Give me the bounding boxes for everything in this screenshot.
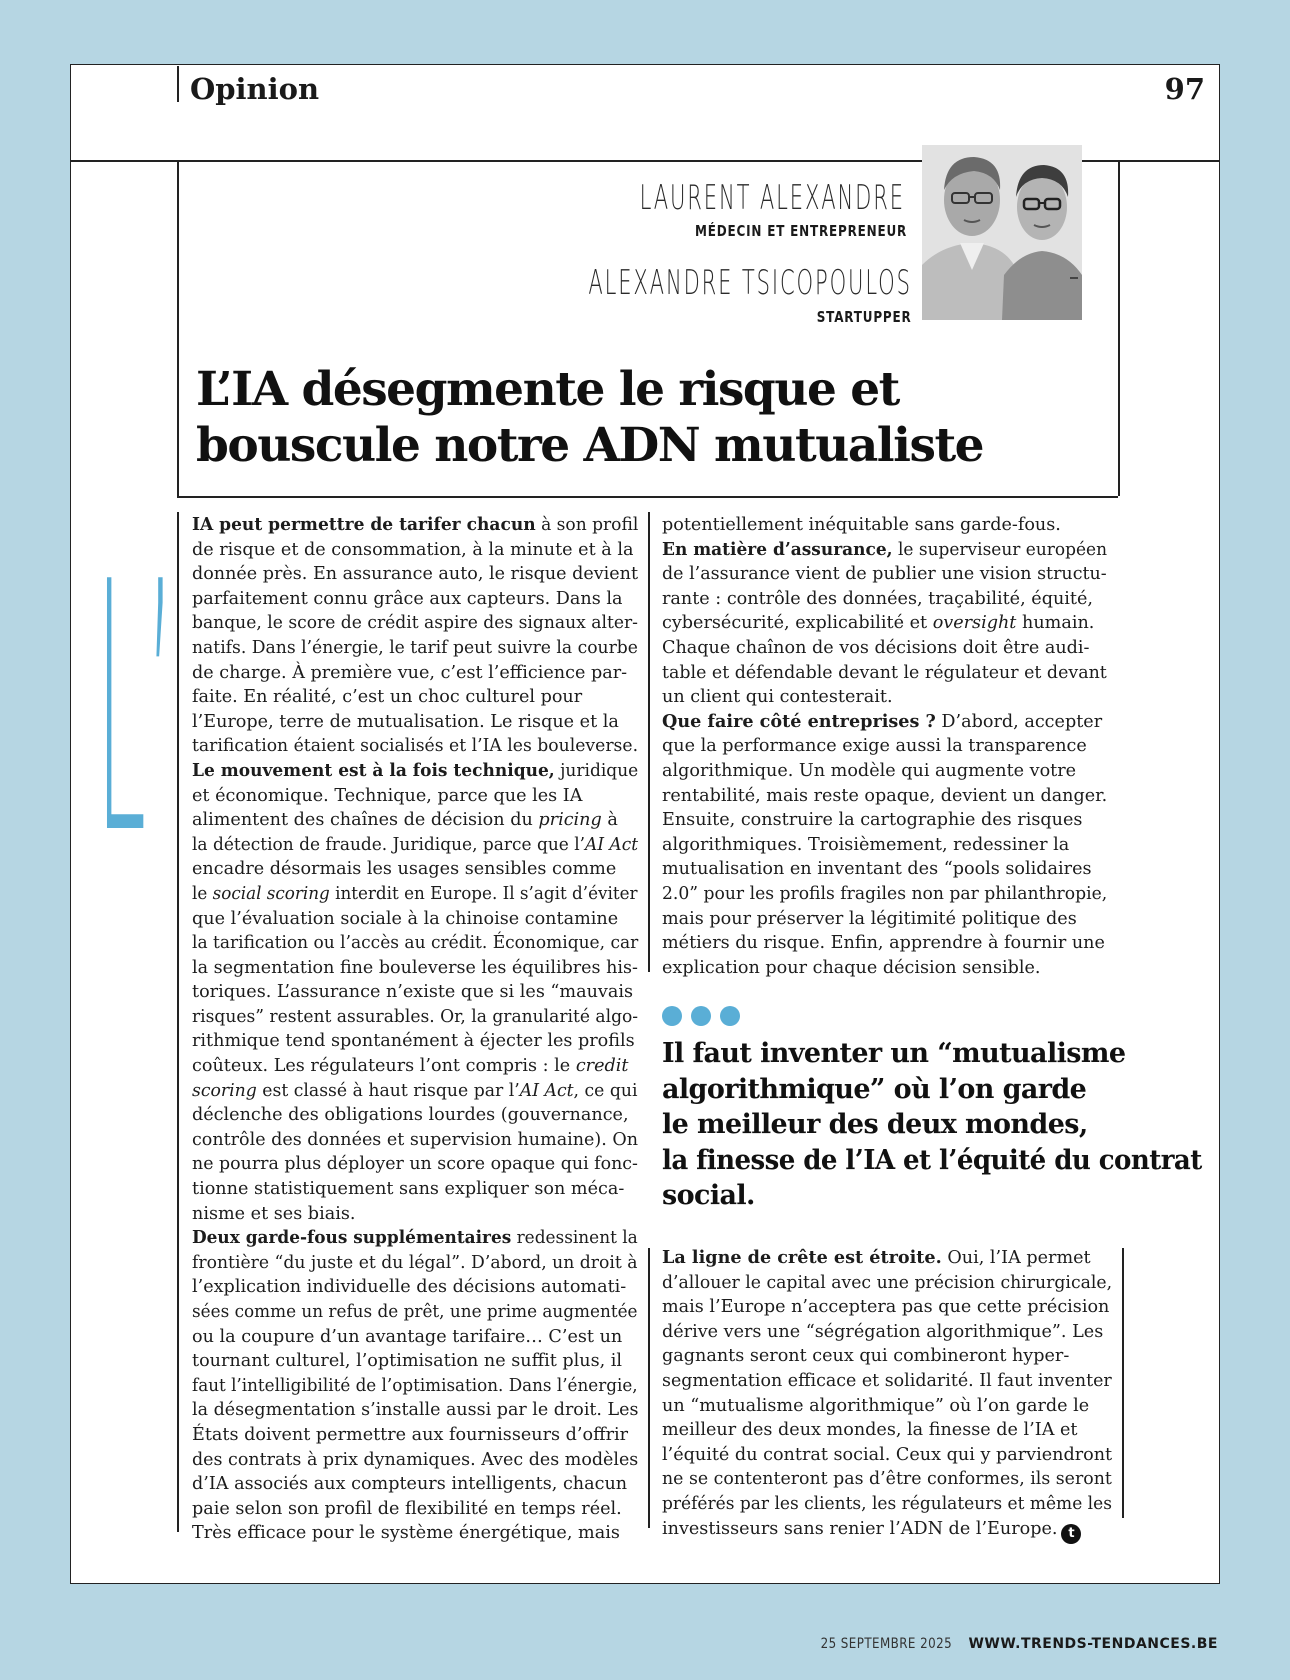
text-line xyxy=(662,587,1107,612)
text-run: toriques. L’assurance n’existe que si les “mauvais xyxy=(192,982,634,1003)
text-run: de charge. À première vue, c’est l’efficience par- xyxy=(192,662,628,683)
text-line xyxy=(192,1202,638,1227)
text-run: rithmique tend spontanément à éjecter les profils xyxy=(192,1031,635,1052)
text-run: l’équité du contrat social. Ceux qui y parviendront xyxy=(662,1444,1113,1465)
text-line xyxy=(662,710,1107,735)
text-run: à son profil xyxy=(535,515,639,535)
text-line xyxy=(662,1246,1112,1271)
dot-icon xyxy=(720,1006,740,1026)
text-line xyxy=(192,808,638,833)
lead-in-bold: Deux garde-fous supplémentaires xyxy=(192,1227,512,1249)
col2b-rule-right xyxy=(1122,1248,1124,1518)
text-line xyxy=(192,1398,639,1423)
text-line xyxy=(192,661,638,686)
text-run: rentabilité, mais reste opaque, devient un danger. xyxy=(662,785,1108,806)
text-run: D’abord, accepter xyxy=(935,711,1103,732)
text-line xyxy=(192,931,639,956)
italic-term: credit xyxy=(575,1056,629,1077)
text-line xyxy=(192,1423,638,1448)
text-run: tarification étaient socialisés et l’IA les bouleverse. xyxy=(192,736,639,757)
text-run: alimentent des chaînes de décision du xyxy=(192,810,539,831)
text-run: l’explication individuelle des décisions automati- xyxy=(192,1277,627,1298)
text-run: mais pour préserver la légitimité politique des xyxy=(662,908,1077,929)
text-line xyxy=(192,1300,638,1325)
text-line xyxy=(662,734,1107,759)
text-run: et économique. Technique, parce que les IA xyxy=(192,785,583,806)
text-line xyxy=(192,1497,638,1522)
text-run: interdit en Europe. Il s’agit d’éviter xyxy=(329,883,638,904)
text-run: l’Europe, terre de mutualisation. Le risque et la xyxy=(192,711,619,732)
lead-in-bold: IA peut permettre de tarifer chacun xyxy=(192,514,536,535)
author-name-2: ALEXANDRE TSICOPOULOS xyxy=(588,263,912,303)
text-line xyxy=(192,882,638,907)
text-run: coûteux. Les régulateurs l’ont compris : le xyxy=(192,1056,576,1077)
text-line xyxy=(192,1029,638,1054)
header-rule-left xyxy=(177,66,179,102)
author-role-1: MÉDECIN ET ENTREPRENEUR xyxy=(694,222,907,240)
text-line xyxy=(662,1492,1112,1517)
text-run: potentiellement inéquitable sans garde-fous. xyxy=(662,515,1061,535)
text-line xyxy=(662,1320,1112,1345)
text-run: juridique xyxy=(554,760,639,781)
text-run: paie selon son profil de flexibilité en temps réel. xyxy=(192,1498,622,1519)
lead-in-bold: Le mouvement est à la fois technique, xyxy=(192,759,555,781)
text-run: parfaitement connu grâce aux capteurs. Dans la xyxy=(192,588,623,609)
text-run: un “mutualisme algorithmique” où l’on garde le xyxy=(662,1395,1090,1416)
text-run: rante : contrôle des données, traçabilité, équité, xyxy=(662,588,1093,609)
dropcap-letter xyxy=(96,490,176,840)
text-line xyxy=(192,710,638,735)
footer-date: 25 SEPTEMBRE 2025 xyxy=(820,1636,953,1652)
text-run: contrôle des données et supervision humaine). On xyxy=(192,1129,638,1150)
column-2-continued xyxy=(662,1246,1112,1544)
text-run: déclenche des obligations lourdes (gouvernance, xyxy=(192,1105,629,1126)
text-line xyxy=(662,808,1107,833)
col2b-rule xyxy=(648,1248,650,1528)
end-of-article-icon: t xyxy=(1061,1524,1081,1544)
text-line xyxy=(192,636,638,661)
text-run: le xyxy=(192,883,213,904)
text-line xyxy=(662,1295,1112,1320)
text-run: table et défendable devant le régulateur et devant xyxy=(662,662,1107,683)
text-run: Oui, l’IA permet xyxy=(941,1248,1091,1268)
text-line xyxy=(192,907,638,932)
text-run: explication pour chaque décision sensible. xyxy=(662,957,1041,978)
text-line xyxy=(192,685,638,710)
text-run: à xyxy=(601,810,618,831)
text-run: mutualisation en inventant des “pools solidaires xyxy=(662,859,1092,880)
text-line xyxy=(662,857,1107,882)
text-run: le superviseur européen xyxy=(892,539,1108,560)
text-run: gagnants seront ceux qui combineront hyper- xyxy=(662,1346,1070,1367)
text-line xyxy=(662,882,1108,907)
italic-term: social scoring xyxy=(212,883,330,904)
author-role-2: STARTUPPER xyxy=(817,308,912,326)
text-line xyxy=(192,833,639,858)
text-line xyxy=(662,1517,1112,1544)
lead-in-bold: Que faire côté entreprises ? xyxy=(662,710,936,732)
section-dots xyxy=(662,1006,749,1030)
text-run: natifs. Dans l’énergie, le tarif peut suivre la courbe xyxy=(192,637,638,658)
pull-quote xyxy=(662,1036,1202,1214)
text-run: sées comme un refus de prêt, une prime augmentée xyxy=(192,1302,638,1322)
text-run: des contrats à prix dynamiques. Avec des modèles xyxy=(192,1449,639,1470)
text-run: d’IA associés aux compteurs intelligents, chacun xyxy=(192,1474,628,1495)
text-run: ne pourra plus déployer un score opaque qui fonc- xyxy=(192,1154,638,1175)
dot-icon xyxy=(662,1006,682,1026)
text-run: risques” restent assurables. Or, la granularité algo- xyxy=(192,1006,639,1027)
text-line xyxy=(662,759,1107,784)
text-run: redessinent la xyxy=(511,1228,638,1249)
text-run: encadre désormais les usages sensibles comme xyxy=(192,859,617,880)
text-run: algorithmique. Un modèle qui augmente votre xyxy=(662,760,1077,781)
italic-term: scoring xyxy=(192,1080,257,1101)
text-run: de risque et de consommation, à la minute et à la xyxy=(192,539,634,560)
text-line xyxy=(662,1394,1112,1419)
text-line xyxy=(662,956,1107,981)
text-line xyxy=(192,611,638,636)
section-label: Opinion xyxy=(190,72,320,106)
author-portraits-photo xyxy=(922,145,1082,320)
text-run: tionne statistiquement sans expliquer son méca- xyxy=(192,1179,625,1200)
text-run: , ce qui xyxy=(573,1080,638,1101)
text-run: la segmentation fine bouleverse les équilibres his- xyxy=(192,957,638,978)
column-2 xyxy=(662,513,1107,980)
text-run: 2.0” pour les profils fragiles non par philanthropie, xyxy=(662,883,1108,904)
footer-website: WWW.TRENDS-TENDANCES.BE xyxy=(968,1636,1218,1652)
lead-in-bold: En matière d’assurance, xyxy=(662,538,893,560)
text-line xyxy=(192,956,636,981)
text-run: mais l’Europe n’acceptera pas que cette précision xyxy=(662,1297,1110,1318)
text-line xyxy=(662,1369,1112,1394)
pull-quote-line: Il faut inventer un “mutualisme xyxy=(662,1038,1126,1069)
text-run: algorithmiques. Troisièmement, redessiner la xyxy=(662,834,1070,855)
pull-quote-line: algorithmique” où l’on garde xyxy=(662,1073,1087,1105)
italic-term: AI Act xyxy=(519,1080,574,1101)
col2-rule xyxy=(648,512,650,972)
text-run: donnée près. En assurance auto, le risque devient xyxy=(192,564,639,585)
text-run: la tarification ou l’accès au crédit. Économique, car xyxy=(192,933,639,954)
text-line xyxy=(192,1226,638,1251)
text-run: d’allouer le capital avec une précision chirurgicale, xyxy=(662,1272,1113,1293)
headline-line-1: L’IA désegmente le risque et xyxy=(196,362,899,417)
italic-term: oversight xyxy=(932,613,1017,634)
page-footer xyxy=(809,1636,1218,1652)
text-run: métiers du risque. Enfin, apprendre à fournir une xyxy=(662,933,1105,954)
text-line xyxy=(192,538,638,563)
text-line xyxy=(662,685,1107,710)
text-line xyxy=(192,1349,638,1374)
text-line xyxy=(192,1152,638,1177)
text-line xyxy=(192,513,639,538)
text-line xyxy=(662,661,1107,686)
pull-quote-line: la finesse de l’IA et l’équité du contrat xyxy=(662,1144,1202,1176)
text-line xyxy=(192,1448,639,1473)
pull-quote-line: le meilleur des deux mondes, xyxy=(662,1109,1088,1140)
author-rule-left xyxy=(177,160,179,496)
text-line xyxy=(662,636,1107,661)
column-1 xyxy=(192,513,638,1546)
text-run: que la performance exige aussi la transparence xyxy=(662,736,1087,757)
page-number: 97 xyxy=(1164,72,1205,106)
text-line xyxy=(662,562,1107,587)
text-run: de l’assurance vient de publier une vision structu- xyxy=(662,564,1107,585)
text-run: segmentation efficace et solidarité. Il faut inventer xyxy=(662,1370,1112,1391)
text-line xyxy=(192,1325,638,1350)
text-line xyxy=(192,1103,638,1128)
text-line xyxy=(662,1271,1113,1296)
text-line xyxy=(662,538,1108,563)
text-line xyxy=(192,1128,636,1153)
text-run: États doivent permettre aux fournisseurs d’offrir xyxy=(192,1424,629,1445)
text-run: meilleur des deux mondes, la finesse de l’IA et xyxy=(662,1420,1078,1441)
col1-rule xyxy=(177,512,179,1532)
author-name-1: LAURENT ALEXANDRE xyxy=(639,178,905,218)
text-run: est classé à haut risque par l’ xyxy=(256,1080,520,1101)
text-line xyxy=(192,1472,638,1497)
headline-line-2: bouscule notre ADN mutualiste xyxy=(196,418,984,473)
text-line xyxy=(662,1467,1112,1492)
text-run: ou la coupure d’un avantage tarifaire… C’est un xyxy=(192,1326,623,1347)
text-line xyxy=(192,1005,639,1030)
text-run: faut l’intelligibilité de l’optimisation. Dans l’énergie, xyxy=(192,1375,638,1396)
text-run: ne se contenteront pas d’être conformes, ils seront xyxy=(662,1469,1112,1490)
text-line xyxy=(662,907,1107,932)
headline xyxy=(196,362,1196,474)
text-line xyxy=(192,587,638,612)
text-line xyxy=(192,784,638,809)
text-run: Ensuite, construire la cartographie des risques xyxy=(662,810,1083,831)
italic-term: pricing xyxy=(538,810,602,831)
text-run: tournant culturel, l’optimisation ne suffit plus, il xyxy=(192,1351,623,1372)
headline-divider xyxy=(177,496,1118,498)
text-line xyxy=(192,562,637,587)
text-line xyxy=(192,1251,638,1276)
text-run: humain. xyxy=(1016,613,1095,634)
dropcap-text: L’ xyxy=(96,510,175,840)
text-run: investisseurs sans renier l’ADN de l’Europe. xyxy=(662,1518,1058,1539)
text-run: que l’évaluation sociale à la chinoise contamine xyxy=(192,908,619,929)
text-run: préférés par les clients, les régulateurs et même les xyxy=(662,1493,1112,1514)
text-run: la désegmentation s’installe aussi par le droit. Les xyxy=(192,1400,639,1421)
dot-icon xyxy=(691,1006,711,1026)
text-line xyxy=(662,833,1107,858)
text-line xyxy=(662,1344,1112,1369)
text-line xyxy=(662,1443,1112,1468)
text-line xyxy=(192,1054,638,1079)
text-run: cybersécurité, explicabilité et xyxy=(662,613,933,634)
text-line xyxy=(192,734,639,759)
text-line xyxy=(662,931,1107,956)
text-line xyxy=(192,1079,638,1104)
lead-in-bold: La ligne de crête est étroite. xyxy=(662,1247,942,1268)
italic-term: AI Act xyxy=(585,834,639,855)
text-line xyxy=(662,513,1107,538)
text-line xyxy=(662,611,1107,636)
text-run: faite. En réalité, c’est un choc culturel pour xyxy=(192,687,583,708)
text-line xyxy=(192,1374,638,1399)
text-line xyxy=(192,857,638,882)
text-run: un client qui contesterait. xyxy=(662,687,893,708)
text-line xyxy=(192,980,638,1005)
text-run: frontière “du juste et du légal”. D’abord, un droit à xyxy=(192,1252,638,1273)
text-run: la détection de fraude. Juridique, parce que l’ xyxy=(192,834,586,855)
text-line xyxy=(662,784,1106,809)
pull-quote-line: social. xyxy=(662,1180,755,1211)
text-run: banque, le score de crédit aspire des signaux alter- xyxy=(192,613,638,634)
text-run: Très efficace pour le système énergétique, mais xyxy=(192,1523,620,1544)
text-run: dérive vers une “ségrégation algorithmique”. Les xyxy=(662,1321,1104,1342)
text-run: nisme et ses biais. xyxy=(192,1203,356,1224)
text-line xyxy=(192,1275,638,1300)
text-line xyxy=(192,759,639,784)
text-run: Chaque chaînon de vos décisions doit être audi- xyxy=(662,637,1090,658)
text-line xyxy=(662,1418,1112,1443)
text-line xyxy=(192,1177,638,1202)
text-line xyxy=(192,1521,638,1546)
